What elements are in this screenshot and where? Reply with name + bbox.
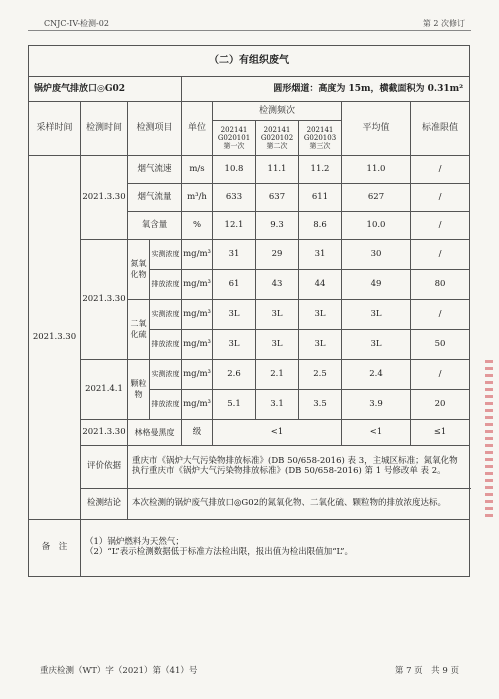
col-run-2: [256, 121, 299, 156]
value-cell: 3L: [299, 300, 342, 330]
header-divider: [28, 30, 471, 31]
value-cell: 3L: [299, 330, 342, 360]
run1-label: 第一次: [223, 142, 245, 151]
average-cell: 49: [342, 270, 411, 300]
unit-cell: mg/m³: [182, 330, 213, 360]
limit-cell: 80: [411, 270, 470, 300]
run3-date: 202141: [306, 125, 334, 134]
limit-cell: /: [411, 212, 470, 240]
value-cell: 43: [256, 270, 299, 300]
report-number: 重庆检测（WT）字（2021）第（41）号: [40, 666, 198, 676]
value-cell: 3L: [256, 300, 299, 330]
limit-cell: /: [411, 156, 470, 184]
outlet-spec: 圆形烟道：高度为 15m，横截面积为 0.31m²: [182, 77, 470, 102]
value-cell: <1: [213, 420, 342, 446]
unit-cell: %: [182, 212, 213, 240]
table-row: [29, 420, 470, 446]
col-test-time: 检测时间: [81, 102, 128, 156]
table-row: [29, 240, 470, 270]
item-flow-velocity: 烟气流速: [128, 156, 182, 184]
value-cell: 3L: [256, 330, 299, 360]
col-average: 平均值: [342, 102, 411, 156]
limit-cell: /: [411, 184, 470, 212]
value-cell: 611: [299, 184, 342, 212]
value-cell: 31: [299, 240, 342, 270]
limit-cell: /: [411, 240, 470, 270]
group-pm: 颗粒物: [128, 360, 150, 420]
average-cell: 11.0: [342, 156, 411, 184]
group-nox: 氮氧化物: [128, 240, 150, 300]
page-number: 第 7 页 共 9 页: [394, 666, 459, 676]
sampling-date: 2021.3.30: [29, 156, 81, 520]
average-cell: 30: [342, 240, 411, 270]
outlet-name: 锅炉废气排放口◎G02: [29, 77, 182, 102]
value-cell: 11.1: [256, 156, 299, 184]
value-cell: 11.2: [299, 156, 342, 184]
value-cell: 3.1: [256, 390, 299, 420]
conclusion-label: 检测结论: [81, 489, 128, 520]
doc-code: CNJC-IV-检测-02: [44, 19, 109, 28]
value-cell: 10.8: [213, 156, 256, 184]
run1-date: 202141: [220, 125, 248, 134]
average-cell: 3L: [342, 330, 411, 360]
run2-date: 202141: [263, 125, 291, 134]
remark-line-2: （2）“L”表示检测数据低于标准方法检出限，报出值为检出限值加“L”。: [85, 547, 354, 557]
average-cell: 10.0: [342, 212, 411, 240]
limit-cell: /: [411, 360, 470, 390]
conclusion-text: 本次检测的锅炉废气排放口◎G02的氮氧化物、二氧化硫、颗粒物的排放浓度达标。: [128, 489, 470, 520]
remarks-text: [81, 520, 470, 577]
value-cell: 31: [213, 240, 256, 270]
col-item: 检测项目: [128, 102, 182, 156]
evaluation-text: 重庆市《锅炉大气污染物排放标准》(DB 50/658-2016) 表 3，主城区标准；氮氧化物执行重庆市《锅炉大气污染物排放标准》(DB 50/658-2016) 第 1 号修改单 表 2。: [128, 446, 470, 489]
item-flow-volume: 烟气流量: [128, 184, 182, 212]
run2-code: G020102: [260, 133, 294, 142]
run1-code: G020101: [217, 133, 251, 142]
value-cell: 5.1: [213, 390, 256, 420]
value-cell: 8.6: [299, 212, 342, 240]
unit-cell: mg/m³: [182, 270, 213, 300]
unit-cell: mg/m³: [182, 390, 213, 420]
col-limit: 标准限值: [411, 102, 470, 156]
subitem-label: 实测浓度: [150, 240, 182, 270]
test-date-2: 2021.3.30: [81, 240, 128, 360]
limit-cell: 20: [411, 390, 470, 420]
col-sampling-time: 采样时间: [29, 102, 81, 156]
seam-stamp: [485, 360, 493, 520]
subitem-label: 实测浓度: [150, 360, 182, 390]
col-run-1: [213, 121, 256, 156]
col-frequency: 检测频次: [213, 102, 342, 121]
table-row: [29, 156, 470, 184]
value-cell: 9.3: [256, 212, 299, 240]
run3-label: 第三次: [309, 142, 331, 151]
test-date-4: 2021.3.30: [81, 420, 128, 446]
value-cell: 61: [213, 270, 256, 300]
run2-label: 第二次: [266, 142, 288, 151]
unit-cell: 级: [182, 420, 213, 446]
limit-cell: /: [411, 300, 470, 330]
subitem-label: 排放浓度: [150, 270, 182, 300]
limit-cell: 50: [411, 330, 470, 360]
unit-cell: mg/m³: [182, 300, 213, 330]
group-so2: 二氧化硫: [128, 300, 150, 360]
test-date-3: 2021.4.1: [81, 360, 128, 420]
unit-cell: mg/m³: [182, 360, 213, 390]
remark-line-1: （1）锅炉燃料为天然气；: [85, 537, 184, 548]
col-unit: 单位: [182, 102, 213, 156]
value-cell: 3L: [213, 300, 256, 330]
value-cell: 3L: [213, 330, 256, 360]
unit-cell: m³/h: [182, 184, 213, 212]
limit-cell: ≤1: [411, 420, 470, 446]
item-ringelmann: 林格曼黑度: [128, 420, 182, 446]
item-oxygen: 氧含量: [128, 212, 182, 240]
value-cell: 2.6: [213, 360, 256, 390]
value-cell: 2.1: [256, 360, 299, 390]
subitem-label: 排放浓度: [150, 390, 182, 420]
unit-cell: m/s: [182, 156, 213, 184]
test-date-1: 2021.3.30: [81, 156, 128, 240]
evaluation-label: 评价依据: [81, 446, 128, 489]
remarks-label: 备 注: [29, 520, 81, 577]
value-cell: 637: [256, 184, 299, 212]
average-cell: <1: [342, 420, 411, 446]
col-run-3: [299, 121, 342, 156]
average-cell: 2.4: [342, 360, 411, 390]
section-title: （二）有组织废气: [29, 46, 470, 77]
average-cell: 3L: [342, 300, 411, 330]
value-cell: 3.5: [299, 390, 342, 420]
value-cell: 2.5: [299, 360, 342, 390]
run3-code: G020103: [303, 133, 337, 142]
subitem-label: 实测浓度: [150, 300, 182, 330]
average-cell: 3.9: [342, 390, 411, 420]
value-cell: 633: [213, 184, 256, 212]
table-row: [29, 360, 470, 390]
value-cell: 29: [256, 240, 299, 270]
value-cell: 44: [299, 270, 342, 300]
subitem-label: 排放浓度: [150, 330, 182, 360]
emission-table: [28, 45, 470, 577]
value-cell: 12.1: [213, 212, 256, 240]
unit-cell: mg/m³: [182, 240, 213, 270]
revision-note: 第 2 次修订: [422, 19, 465, 28]
average-cell: 627: [342, 184, 411, 212]
